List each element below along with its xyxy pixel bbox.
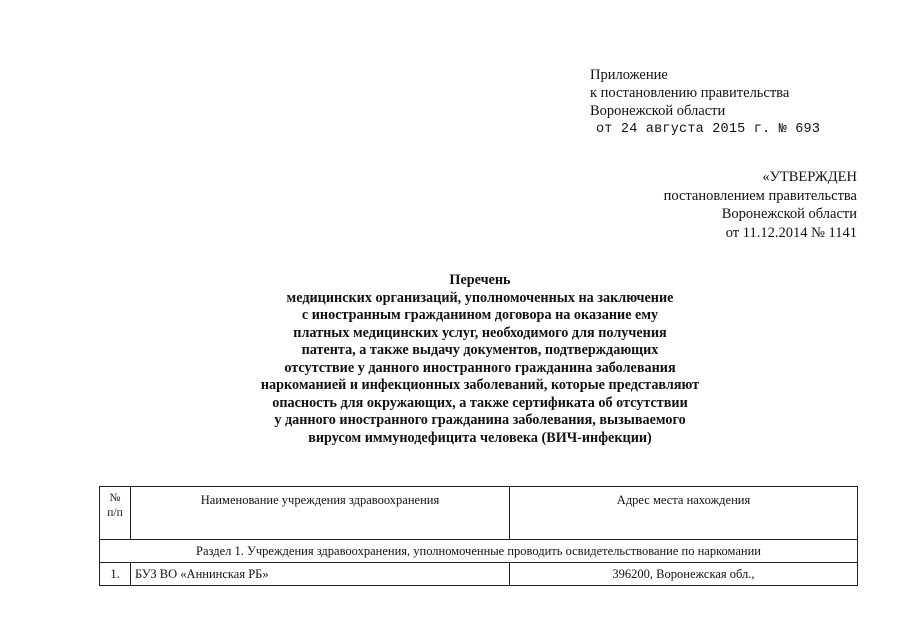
date-number-stamp: от 24 августа 2015 г. № 693 [596,122,821,137]
section-row [100,540,858,563]
document-title [200,272,760,447]
table-header-row [100,487,858,540]
title-line: патента, а также выдачу документов, подтверждающих [301,342,659,358]
approval-line: от 11.12.2014 № 1141 [725,224,857,241]
header-number-cell [100,487,131,540]
appendix-line: Воронежской области [590,103,726,119]
approval-line: «УТВЕРЖДЕН [762,169,857,185]
title-line: вирусом иммунодефицита человека (ВИЧ-инфекции) [308,429,652,446]
title-line: платных медицинских услуг, необходимого для получения [293,324,667,341]
row-address: 396200, Воронежская обл., [510,563,858,586]
header-name-cell: Наименование учреждения здравоохранения [131,487,510,540]
title-line: опасность для окружающих, а также сертификата об отсутствии [272,394,688,411]
section-title: Раздел 1. Учреждения здравоохранения, уполномоченные проводить освидетельствование по наркомании [100,540,858,563]
appendix-line: к постановлению правительства [590,85,790,101]
appendix-block [590,66,789,120]
appendix-line: Приложение [590,67,668,83]
approval-line: постановлением правительства [663,187,857,204]
approval-line: Воронежской области [721,206,857,222]
title-line: наркоманией и инфекционных заболеваний, которые представляют [260,377,700,393]
institutions-table [99,486,858,586]
title-line: с иностранным гражданином договора на оказание ему [301,307,659,323]
title-line: отсутствие у данного иностранного гражданина заболевания [284,359,676,376]
approval-block [664,168,857,242]
header-number-sub: п/п [107,507,123,519]
title-heading: Перечень [449,272,511,288]
header-address-cell: Адрес места нахождения [510,487,858,540]
row-name: БУЗ ВО «Аннинская РБ» [131,563,510,586]
table-row [100,563,858,586]
row-number: 1. [100,563,131,586]
header-number: № [109,492,121,504]
title-line: у данного иностранного гражданина заболевания, вызываемого [274,412,686,428]
title-line: медицинских организаций, уполномоченных на заключение [286,289,674,306]
